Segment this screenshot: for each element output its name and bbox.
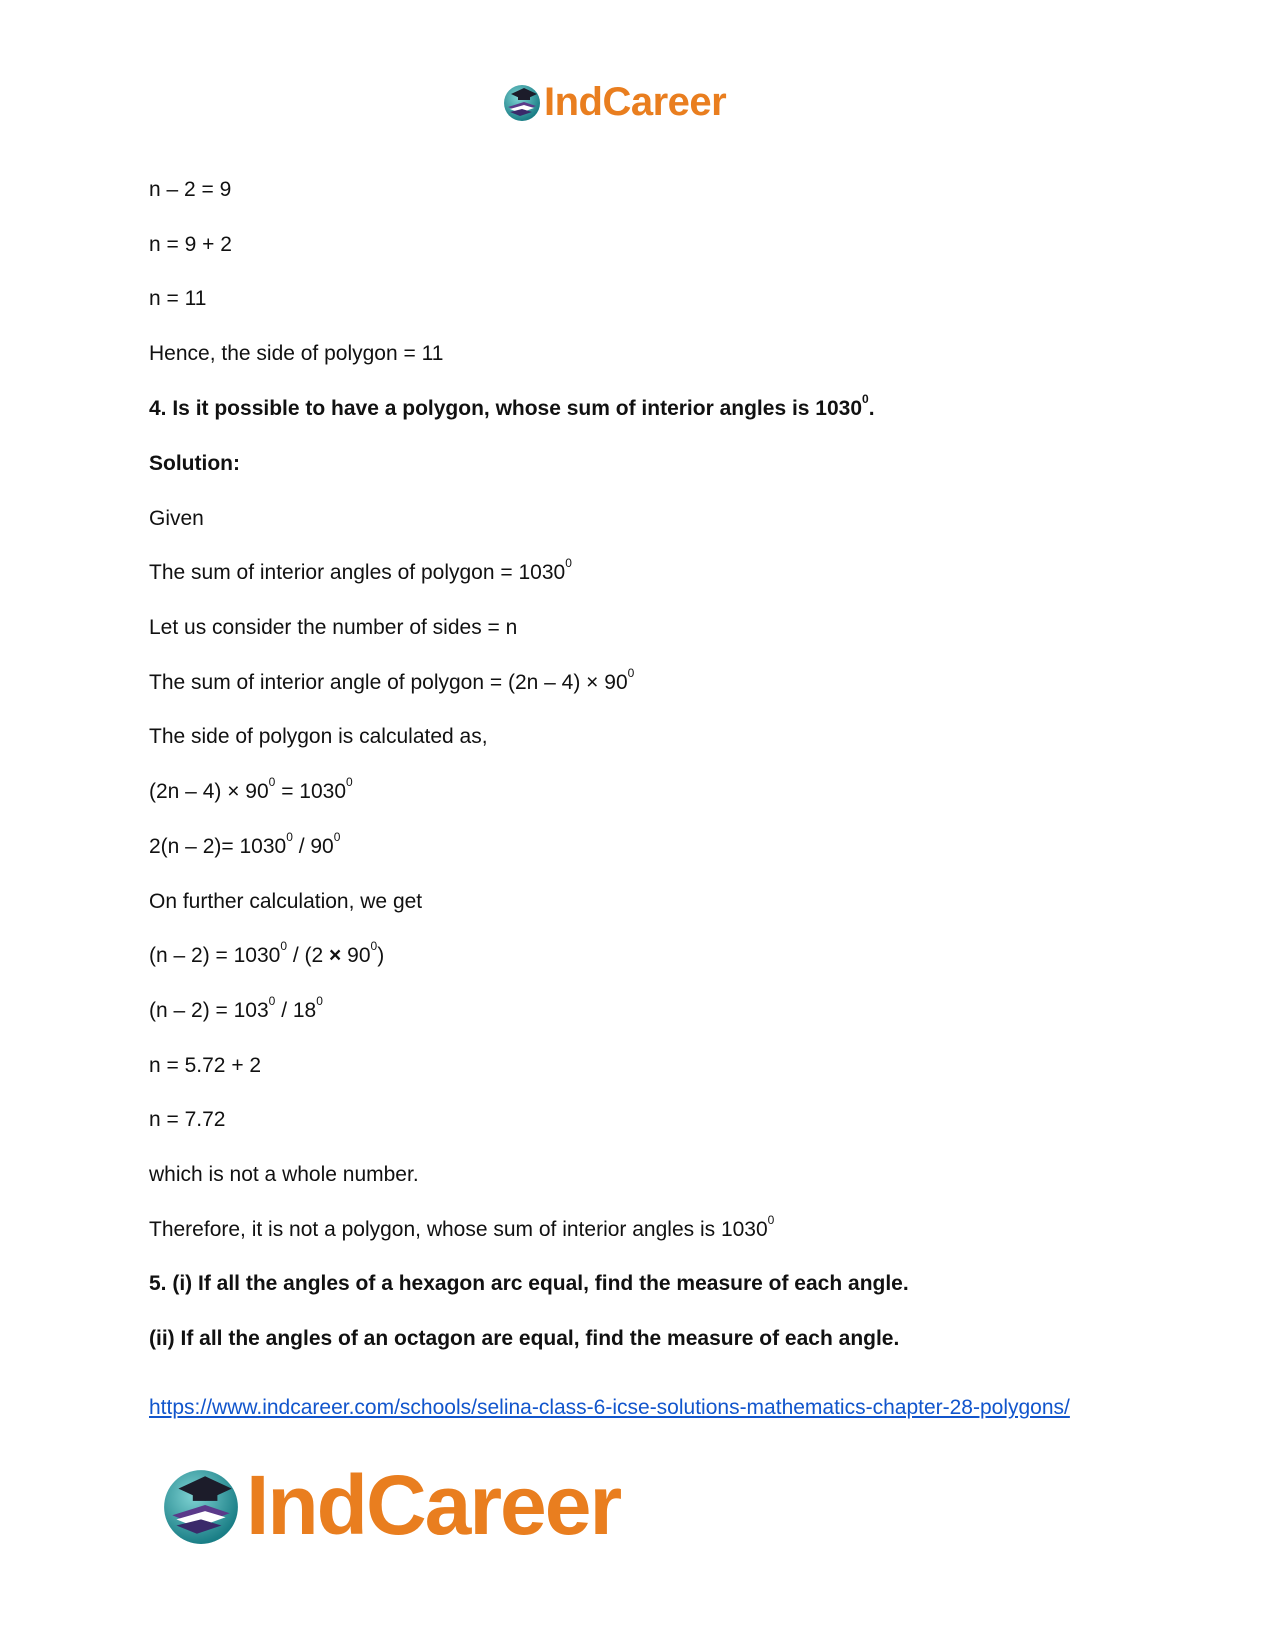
text-segment: 4. Is it possible to have a polygon, whose sum of interior angles is 1030: [149, 397, 863, 420]
degree-superscript: 0: [862, 392, 869, 406]
text-line: [149, 506, 204, 532]
text-line: [149, 1271, 909, 1297]
text-line: [149, 341, 443, 367]
degree-superscript: 0: [280, 939, 288, 953]
text-segment: (2n – 4) × 90: [149, 780, 269, 803]
text-segment: / 18: [275, 999, 317, 1022]
degree-superscript: 0: [333, 830, 341, 844]
text-segment: n = 5.72 + 2: [149, 1054, 262, 1077]
text-segment: Therefore, it is not a polygon, whose sum of interior angles is 1030: [149, 1218, 768, 1241]
text-line: [149, 1162, 419, 1188]
text-segment: On further calculation, we get: [149, 890, 423, 913]
source-link[interactable]: https://www.indcareer.com/schools/selina-class-6-icse-solutions-mathematics-chapter-28-polygons/: [149, 1396, 1070, 1419]
text-line: [149, 1107, 225, 1133]
text-segment: / (2: [287, 944, 330, 967]
degree-superscript: 0: [316, 994, 323, 1008]
header-logo-text: IndCareer: [544, 80, 727, 124]
text-line: [149, 1053, 261, 1079]
text-segment: (n – 2) = 103: [149, 999, 269, 1022]
text-segment: / 90: [292, 835, 334, 858]
text-segment: 90: [341, 944, 371, 967]
text-segment: The sum of interior angle of polygon = (2n – 4) × 90: [149, 671, 628, 694]
text-segment: .: [868, 397, 875, 420]
degree-superscript: 0: [767, 1213, 775, 1227]
text-line: [149, 556, 572, 586]
degree-superscript: 0: [627, 666, 635, 680]
text-line: [149, 724, 488, 750]
text-line: [149, 1213, 775, 1243]
text-segment: n – 2 = 9: [149, 178, 232, 201]
text-segment: Solution:: [149, 452, 240, 475]
text-line: [149, 939, 385, 969]
text-line: [149, 392, 875, 422]
text-line: [149, 889, 422, 915]
text-segment: (n – 2) = 1030: [149, 944, 281, 967]
text-line: [149, 1326, 899, 1352]
text-segment: Let us consider the number of sides = n: [149, 616, 518, 639]
text-segment: n = 11: [149, 287, 207, 310]
text-line: [149, 666, 635, 696]
degree-superscript: 0: [286, 830, 293, 844]
degree-superscript: 0: [268, 994, 276, 1008]
text-segment: n = 7.72: [149, 1108, 226, 1131]
text-line: [149, 615, 517, 641]
text-segment: The side of polygon is calculated as,: [149, 725, 488, 748]
text-segment: Given: [149, 507, 204, 530]
text-segment: Hence, the side of polygon = 11: [149, 342, 444, 365]
graduation-cap-book-globe-icon: [502, 82, 542, 122]
text-segment: = 1030: [275, 780, 347, 803]
text-line: [149, 775, 353, 805]
degree-superscript: 0: [565, 556, 572, 570]
text-segment: n = 9 + 2: [149, 233, 232, 256]
text-line: [149, 177, 231, 203]
text-segment: ): [377, 944, 385, 967]
text-line: [149, 830, 341, 860]
degree-superscript: 0: [268, 775, 276, 789]
header-logo: [502, 78, 726, 126]
text-segment: (ii) If all the angles of an octagon are equal, find the measure of each angle.: [149, 1327, 900, 1350]
text-line: [149, 286, 206, 312]
text-segment: 5. (i) If all the angles of a hexagon arc equal, find the measure of each angle.: [149, 1272, 909, 1295]
text-segment: 2(n – 2)= 1030: [149, 835, 287, 858]
footer-logo-text: IndCareer: [246, 1458, 621, 1552]
bold-symbol: ×: [329, 944, 342, 967]
text-line: [149, 232, 232, 258]
footer-logo: [160, 1458, 621, 1552]
text-segment: which is not a whole number.: [149, 1163, 419, 1186]
graduation-cap-book-globe-icon: [160, 1464, 242, 1546]
degree-superscript: 0: [370, 939, 378, 953]
text-segment: The sum of interior angles of polygon = 1030: [149, 561, 566, 584]
text-line: [149, 451, 240, 477]
text-line: [149, 994, 323, 1024]
degree-superscript: 0: [346, 775, 353, 789]
